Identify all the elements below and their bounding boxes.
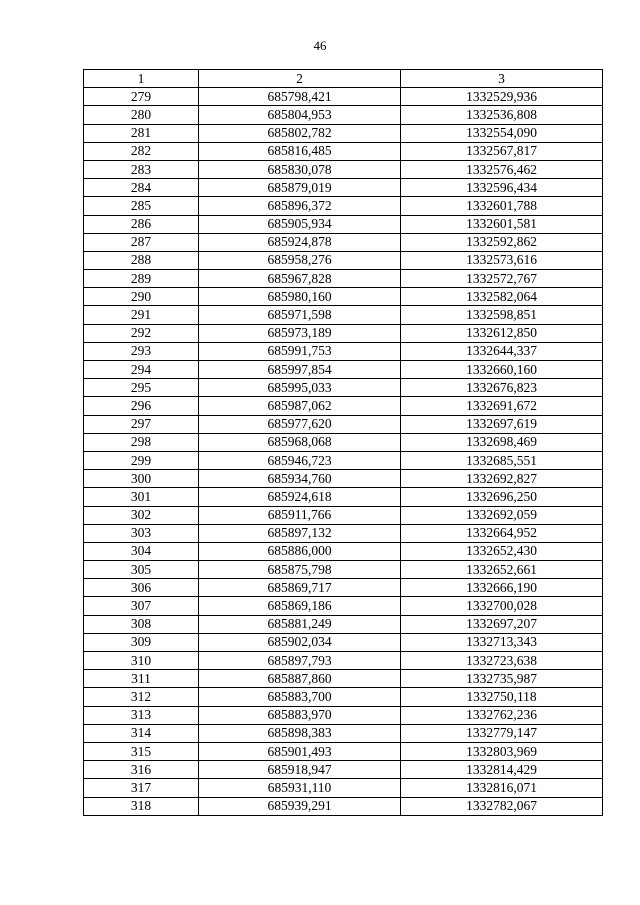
y-coordinate-cell: 1332664,952	[401, 524, 603, 542]
x-coordinate-cell: 685997,854	[199, 361, 401, 379]
x-coordinate-cell: 685898,383	[199, 724, 401, 742]
point-number-cell: 291	[84, 306, 199, 324]
table-row	[84, 579, 603, 597]
point-number-cell: 313	[84, 706, 199, 724]
y-coordinate-cell: 1332644,337	[401, 342, 603, 360]
point-number-cell: 282	[84, 142, 199, 160]
x-coordinate-cell: 685980,160	[199, 288, 401, 306]
table-row	[84, 779, 603, 797]
x-coordinate-cell: 685816,485	[199, 142, 401, 160]
point-number-cell: 289	[84, 270, 199, 288]
table-row	[84, 379, 603, 397]
x-coordinate-cell: 685897,132	[199, 524, 401, 542]
x-coordinate-cell: 685995,033	[199, 379, 401, 397]
y-coordinate-cell: 1332697,207	[401, 615, 603, 633]
x-coordinate-cell: 685946,723	[199, 451, 401, 469]
table-row	[84, 433, 603, 451]
y-coordinate-cell: 1332696,250	[401, 488, 603, 506]
table-row	[84, 488, 603, 506]
table-row	[84, 160, 603, 178]
point-number-cell: 305	[84, 561, 199, 579]
table-row	[84, 142, 603, 160]
x-coordinate-cell: 685886,000	[199, 542, 401, 560]
table-row	[84, 106, 603, 124]
table-row	[84, 361, 603, 379]
y-coordinate-cell: 1332762,236	[401, 706, 603, 724]
point-number-cell: 294	[84, 361, 199, 379]
table-row	[84, 288, 603, 306]
x-coordinate-cell: 685887,860	[199, 670, 401, 688]
table-row	[84, 597, 603, 615]
point-number-cell: 295	[84, 379, 199, 397]
x-coordinate-cell: 685939,291	[199, 797, 401, 815]
table-row	[84, 251, 603, 269]
x-coordinate-cell: 685924,878	[199, 233, 401, 251]
y-coordinate-cell: 1332554,090	[401, 124, 603, 142]
x-coordinate-cell: 685901,493	[199, 742, 401, 760]
point-number-cell: 285	[84, 197, 199, 215]
x-coordinate-cell: 685798,421	[199, 88, 401, 106]
point-number-cell: 296	[84, 397, 199, 415]
y-coordinate-cell: 1332660,160	[401, 361, 603, 379]
y-coordinate-cell: 1332779,147	[401, 724, 603, 742]
y-coordinate-cell: 1332576,462	[401, 160, 603, 178]
point-number-cell: 299	[84, 451, 199, 469]
x-coordinate-cell: 685902,034	[199, 633, 401, 651]
point-number-cell: 288	[84, 251, 199, 269]
point-number-cell: 298	[84, 433, 199, 451]
y-coordinate-cell: 1332692,827	[401, 470, 603, 488]
y-coordinate-cell: 1332573,616	[401, 251, 603, 269]
x-coordinate-cell: 685804,953	[199, 106, 401, 124]
x-coordinate-cell: 685883,970	[199, 706, 401, 724]
point-number-cell: 286	[84, 215, 199, 233]
header-col-2: 2	[199, 70, 401, 88]
point-number-cell: 307	[84, 597, 199, 615]
table-row	[84, 324, 603, 342]
y-coordinate-cell: 1332582,064	[401, 288, 603, 306]
table-row	[84, 306, 603, 324]
x-coordinate-cell: 685879,019	[199, 179, 401, 197]
header-row	[84, 70, 603, 88]
table-row	[84, 470, 603, 488]
x-coordinate-cell: 685869,717	[199, 579, 401, 597]
y-coordinate-cell: 1332536,808	[401, 106, 603, 124]
point-number-cell: 315	[84, 742, 199, 760]
y-coordinate-cell: 1332601,581	[401, 215, 603, 233]
x-coordinate-cell: 685896,372	[199, 197, 401, 215]
x-coordinate-cell: 685958,276	[199, 251, 401, 269]
x-coordinate-cell: 685881,249	[199, 615, 401, 633]
x-coordinate-cell: 685967,828	[199, 270, 401, 288]
y-coordinate-cell: 1332713,343	[401, 633, 603, 651]
x-coordinate-cell: 685968,068	[199, 433, 401, 451]
y-coordinate-cell: 1332750,118	[401, 688, 603, 706]
table-row	[84, 615, 603, 633]
y-coordinate-cell: 1332666,190	[401, 579, 603, 597]
table-row	[84, 233, 603, 251]
table-row	[84, 797, 603, 815]
table-row	[84, 215, 603, 233]
point-number-cell: 310	[84, 652, 199, 670]
table-row	[84, 542, 603, 560]
y-coordinate-cell: 1332612,850	[401, 324, 603, 342]
table-row	[84, 451, 603, 469]
table-row	[84, 397, 603, 415]
x-coordinate-cell: 685802,782	[199, 124, 401, 142]
x-coordinate-cell: 685971,598	[199, 306, 401, 324]
point-number-cell: 316	[84, 761, 199, 779]
x-coordinate-cell: 685977,620	[199, 415, 401, 433]
point-number-cell: 309	[84, 633, 199, 651]
x-coordinate-cell: 685869,186	[199, 597, 401, 615]
y-coordinate-cell: 1332676,823	[401, 379, 603, 397]
y-coordinate-cell: 1332691,672	[401, 397, 603, 415]
point-number-cell: 318	[84, 797, 199, 815]
y-coordinate-cell: 1332723,638	[401, 652, 603, 670]
point-number-cell: 301	[84, 488, 199, 506]
y-coordinate-cell: 1332700,028	[401, 597, 603, 615]
x-coordinate-cell: 685931,110	[199, 779, 401, 797]
table-row	[84, 415, 603, 433]
point-number-cell: 312	[84, 688, 199, 706]
point-number-cell: 300	[84, 470, 199, 488]
point-number-cell: 302	[84, 506, 199, 524]
point-number-cell: 287	[84, 233, 199, 251]
y-coordinate-cell: 1332598,851	[401, 306, 603, 324]
x-coordinate-cell: 685934,760	[199, 470, 401, 488]
point-number-cell: 306	[84, 579, 199, 597]
x-coordinate-cell: 685875,798	[199, 561, 401, 579]
x-coordinate-cell: 685830,078	[199, 160, 401, 178]
table-row	[84, 88, 603, 106]
x-coordinate-cell: 685905,934	[199, 215, 401, 233]
table-header	[84, 70, 603, 88]
y-coordinate-cell: 1332685,551	[401, 451, 603, 469]
x-coordinate-cell: 685924,618	[199, 488, 401, 506]
point-number-cell: 281	[84, 124, 199, 142]
table-row	[84, 270, 603, 288]
y-coordinate-cell: 1332814,429	[401, 761, 603, 779]
table-row	[84, 652, 603, 670]
table-row	[84, 724, 603, 742]
x-coordinate-cell: 685973,189	[199, 324, 401, 342]
table-row	[84, 197, 603, 215]
y-coordinate-cell: 1332803,969	[401, 742, 603, 760]
y-coordinate-cell: 1332601,788	[401, 197, 603, 215]
header-col-1: 1	[84, 70, 199, 88]
header-col-3: 3	[401, 70, 603, 88]
y-coordinate-cell: 1332816,071	[401, 779, 603, 797]
point-number-cell: 303	[84, 524, 199, 542]
point-number-cell: 279	[84, 88, 199, 106]
y-coordinate-cell: 1332592,862	[401, 233, 603, 251]
point-number-cell: 280	[84, 106, 199, 124]
x-coordinate-cell: 685911,766	[199, 506, 401, 524]
table-row	[84, 524, 603, 542]
x-coordinate-cell: 685991,753	[199, 342, 401, 360]
y-coordinate-cell: 1332652,661	[401, 561, 603, 579]
point-number-cell: 284	[84, 179, 199, 197]
y-coordinate-cell: 1332735,987	[401, 670, 603, 688]
x-coordinate-cell: 685987,062	[199, 397, 401, 415]
point-number-cell: 317	[84, 779, 199, 797]
y-coordinate-cell: 1332529,936	[401, 88, 603, 106]
x-coordinate-cell: 685918,947	[199, 761, 401, 779]
y-coordinate-cell: 1332596,434	[401, 179, 603, 197]
point-number-cell: 311	[84, 670, 199, 688]
table-row	[84, 670, 603, 688]
table-row	[84, 761, 603, 779]
table-row	[84, 706, 603, 724]
point-number-cell: 304	[84, 542, 199, 560]
y-coordinate-cell: 1332652,430	[401, 542, 603, 560]
y-coordinate-cell: 1332782,067	[401, 797, 603, 815]
point-number-cell: 297	[84, 415, 199, 433]
table-row	[84, 506, 603, 524]
point-number-cell: 293	[84, 342, 199, 360]
x-coordinate-cell: 685897,793	[199, 652, 401, 670]
y-coordinate-cell: 1332567,817	[401, 142, 603, 160]
page-number: 46	[313, 38, 327, 53]
table-row	[84, 124, 603, 142]
y-coordinate-cell: 1332572,767	[401, 270, 603, 288]
point-number-cell: 283	[84, 160, 199, 178]
table-row	[84, 742, 603, 760]
point-number-cell: 314	[84, 724, 199, 742]
point-number-cell: 292	[84, 324, 199, 342]
table-row	[84, 179, 603, 197]
point-number-cell: 308	[84, 615, 199, 633]
y-coordinate-cell: 1332692,059	[401, 506, 603, 524]
coordinates-table	[83, 69, 603, 816]
y-coordinate-cell: 1332698,469	[401, 433, 603, 451]
y-coordinate-cell: 1332697,619	[401, 415, 603, 433]
table-row	[84, 633, 603, 651]
table-body	[84, 88, 603, 816]
x-coordinate-cell: 685883,700	[199, 688, 401, 706]
table-row	[84, 342, 603, 360]
point-number-cell: 290	[84, 288, 199, 306]
table-row	[84, 561, 603, 579]
table-row	[84, 688, 603, 706]
